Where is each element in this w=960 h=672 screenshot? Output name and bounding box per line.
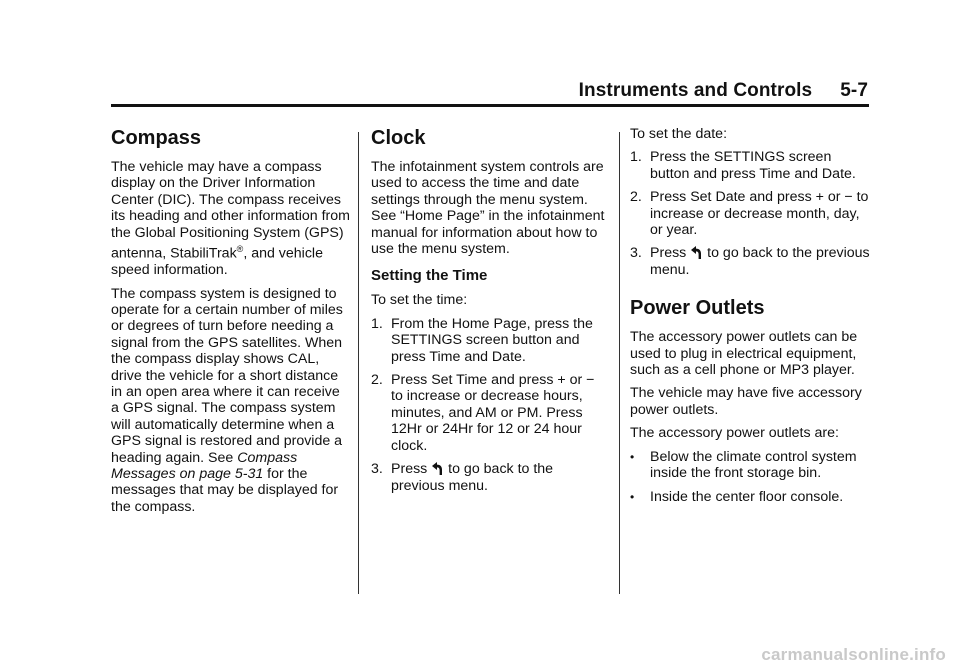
date-step-3 [630,245,870,278]
bullet-text: Inside the center floor console. [650,488,844,505]
page-number: 5-7 [840,80,868,101]
step-text: Press [650,245,691,262]
column-date-power [630,126,870,512]
step-text: Press Set Time and press + or − to increase or decrease hours, minutes, and AM or PM. Press 12Hr or 24Hr for 12 or 24 hour clock. [391,372,595,454]
setting-time-heading: Setting the Time [371,267,488,285]
section-title: Instruments and Controls [578,80,813,101]
step-number: 2. [630,189,642,206]
bullet-text: Below the climate control system inside the front storage bin. [650,448,857,482]
step-number: 1. [630,149,642,166]
column-divider-2 [619,132,620,594]
time-step-1 [371,316,607,365]
column-divider-1 [358,132,359,594]
time-step-3 [371,461,607,494]
bullet-icon: • [630,449,635,464]
back-arrow-icon [691,246,701,259]
clock-intro: The infotainment system controls are used to access the time and date settings through the menu system. See “Home Page” in the infotainment manual for information about how to use the menu system. [371,159,605,258]
column-clock [371,126,607,501]
compass-p2-text: The compass system is designed to operate for a certain number of miles or degrees of turn before needing a signal from the GPS satellites. When the compass display shows CAL, drive the vehicle for a short distance in an open area where it can receive a GPS signal. The compass system will automatically determine when a GPS signal is restored and provide a heading again. See [111,285,343,466]
power-outlets-heading: Power Outlets [630,297,765,320]
watermark: carmanualsonline.info [761,645,946,664]
compass-heading: Compass [111,127,202,149]
step-text: Press [391,461,432,478]
step-text-end: to go back to the previous menu. [391,461,554,494]
step-number: 2. [371,372,383,389]
clock-heading: Clock [371,127,426,149]
power-outlet-item-1 [630,449,870,482]
power-outlets-paragraph-3: The accessory power outlets are: [630,425,839,442]
step-number: 3. [371,461,383,478]
step-text-end: to go back to the previous menu. [650,245,870,278]
bullet-icon: • [630,489,635,504]
header-rule [111,104,869,107]
date-step-2 [630,189,870,238]
back-arrow-icon [432,462,442,475]
power-outlet-item-2 [630,489,870,505]
date-step-1 [630,149,870,182]
time-intro: To set the time: [371,292,468,309]
power-outlets-paragraph-2: The vehicle may have five accessory power outlets. [630,385,862,418]
compass-paragraph-2 [111,286,351,516]
column-compass [111,126,351,522]
step-number: 3. [630,245,642,262]
page-header [0,80,868,102]
date-intro: To set the date: [630,126,728,142]
compass-p2-text-end: for the messages that may be displayed for the compass. [111,466,339,515]
step-number: 1. [371,315,383,332]
compass-messages-link[interactable]: Compass Messages on page 5-31 [111,449,298,483]
compass-paragraph-1 [111,159,351,279]
step-text: Press the SETTINGS screen button and press Time and Date. [650,149,856,182]
compass-p1-text-end: , and vehicle speed information. [111,245,323,279]
compass-p1-text: The vehicle may have a compass display on the Driver Information Center (DIC). The compass receives its heading and other information from the Global Positioning System (GPS) antenna, StabiliTrak [111,159,350,262]
step-text: From the Home Page, press the SETTINGS screen button and press Time and Date. [391,315,593,365]
power-outlets-paragraph-1: The accessory power outlets can be used to plug in electrical equipment, such as a cell phone or MP3 player. [630,329,858,379]
registered-mark: ® [236,244,244,255]
step-text: Press Set Date and press + or − to increase or decrease month, day, or year. [650,189,869,239]
time-step-2 [371,372,607,454]
